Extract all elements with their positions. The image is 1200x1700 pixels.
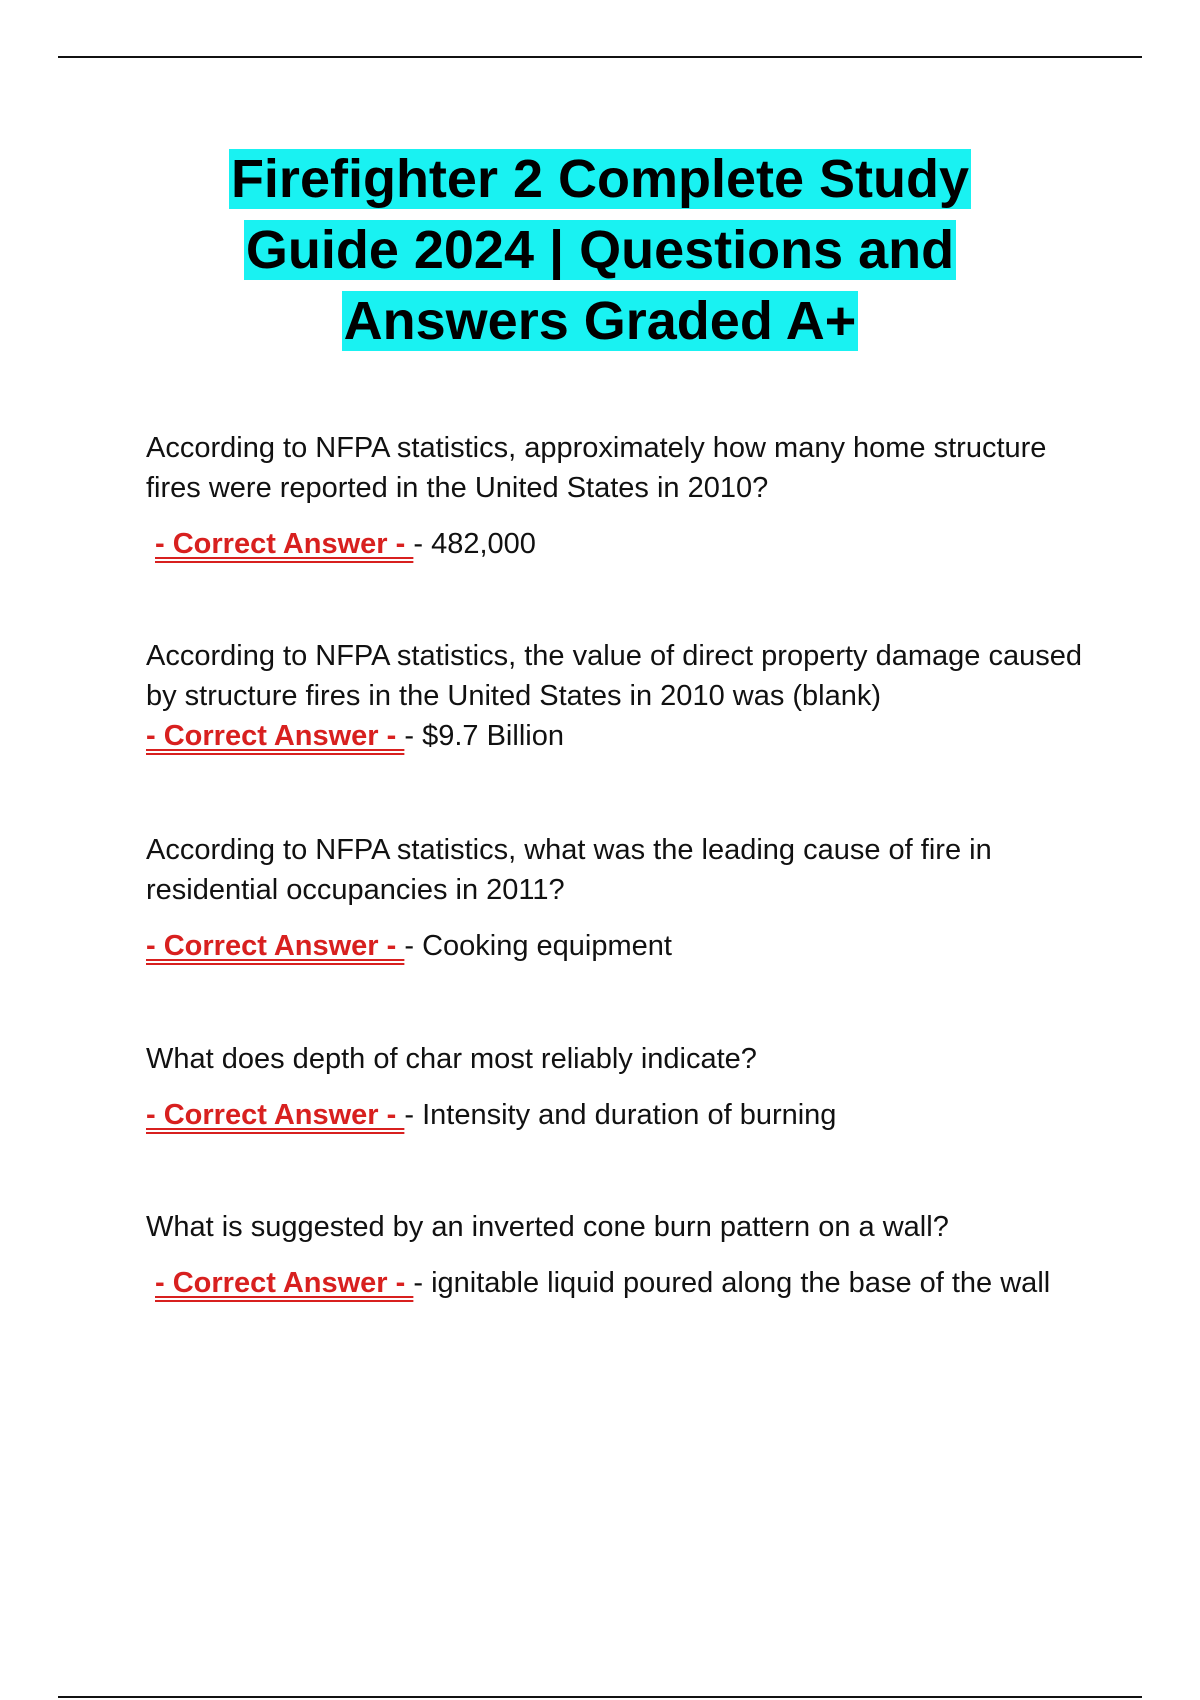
top-horizontal-rule xyxy=(58,56,1142,58)
answer-line xyxy=(146,1095,1091,1135)
bottom-horizontal-rule xyxy=(58,1696,1142,1698)
answer-text: - 482,000 xyxy=(413,528,536,560)
answer-line xyxy=(146,926,1091,966)
qa-item-2 xyxy=(146,636,1091,756)
correct-answer-label: - Correct Answer - xyxy=(146,1099,405,1131)
correct-answer-label: - Correct Answer - xyxy=(155,528,414,560)
correct-answer-label: - Correct Answer - xyxy=(146,930,405,962)
answer-line xyxy=(146,716,1091,756)
correct-answer-label: - Correct Answer - xyxy=(146,720,405,752)
qa-item-1 xyxy=(146,428,1091,564)
answer-line xyxy=(146,1263,1091,1303)
answer-text: - ignitable liquid poured along the base of the wall xyxy=(413,1267,1051,1299)
question-text: According to NFPA statistics, the value of direct property damage caused by structure fires in the United States in 2010 was (blank) xyxy=(146,640,1082,712)
question-text: According to NFPA statistics, approximately how many home structure fires were reported in the United States in 2010? xyxy=(146,432,1047,504)
question-text: According to NFPA statistics, what was the leading cause of fire in residential occupancies in 2011? xyxy=(146,834,992,906)
question-text: What does depth of char most reliably indicate? xyxy=(146,1043,757,1075)
answer-text: - Cooking equipment xyxy=(404,930,672,962)
question-text: What is suggested by an inverted cone burn pattern on a wall? xyxy=(146,1211,949,1243)
title-block xyxy=(0,144,1200,357)
answer-text: - $9.7 Billion xyxy=(404,720,564,752)
qa-item-3 xyxy=(146,830,1091,966)
answer-text: - Intensity and duration of burning xyxy=(404,1099,837,1131)
document-title: Firefighter 2 Complete Study Guide 2024 | Questions and Answers Graded A+ xyxy=(230,149,970,351)
answer-line xyxy=(146,524,1091,564)
qa-item-4 xyxy=(146,1039,1091,1135)
qa-item-5 xyxy=(146,1207,1091,1303)
correct-answer-label: - Correct Answer - xyxy=(155,1267,414,1299)
